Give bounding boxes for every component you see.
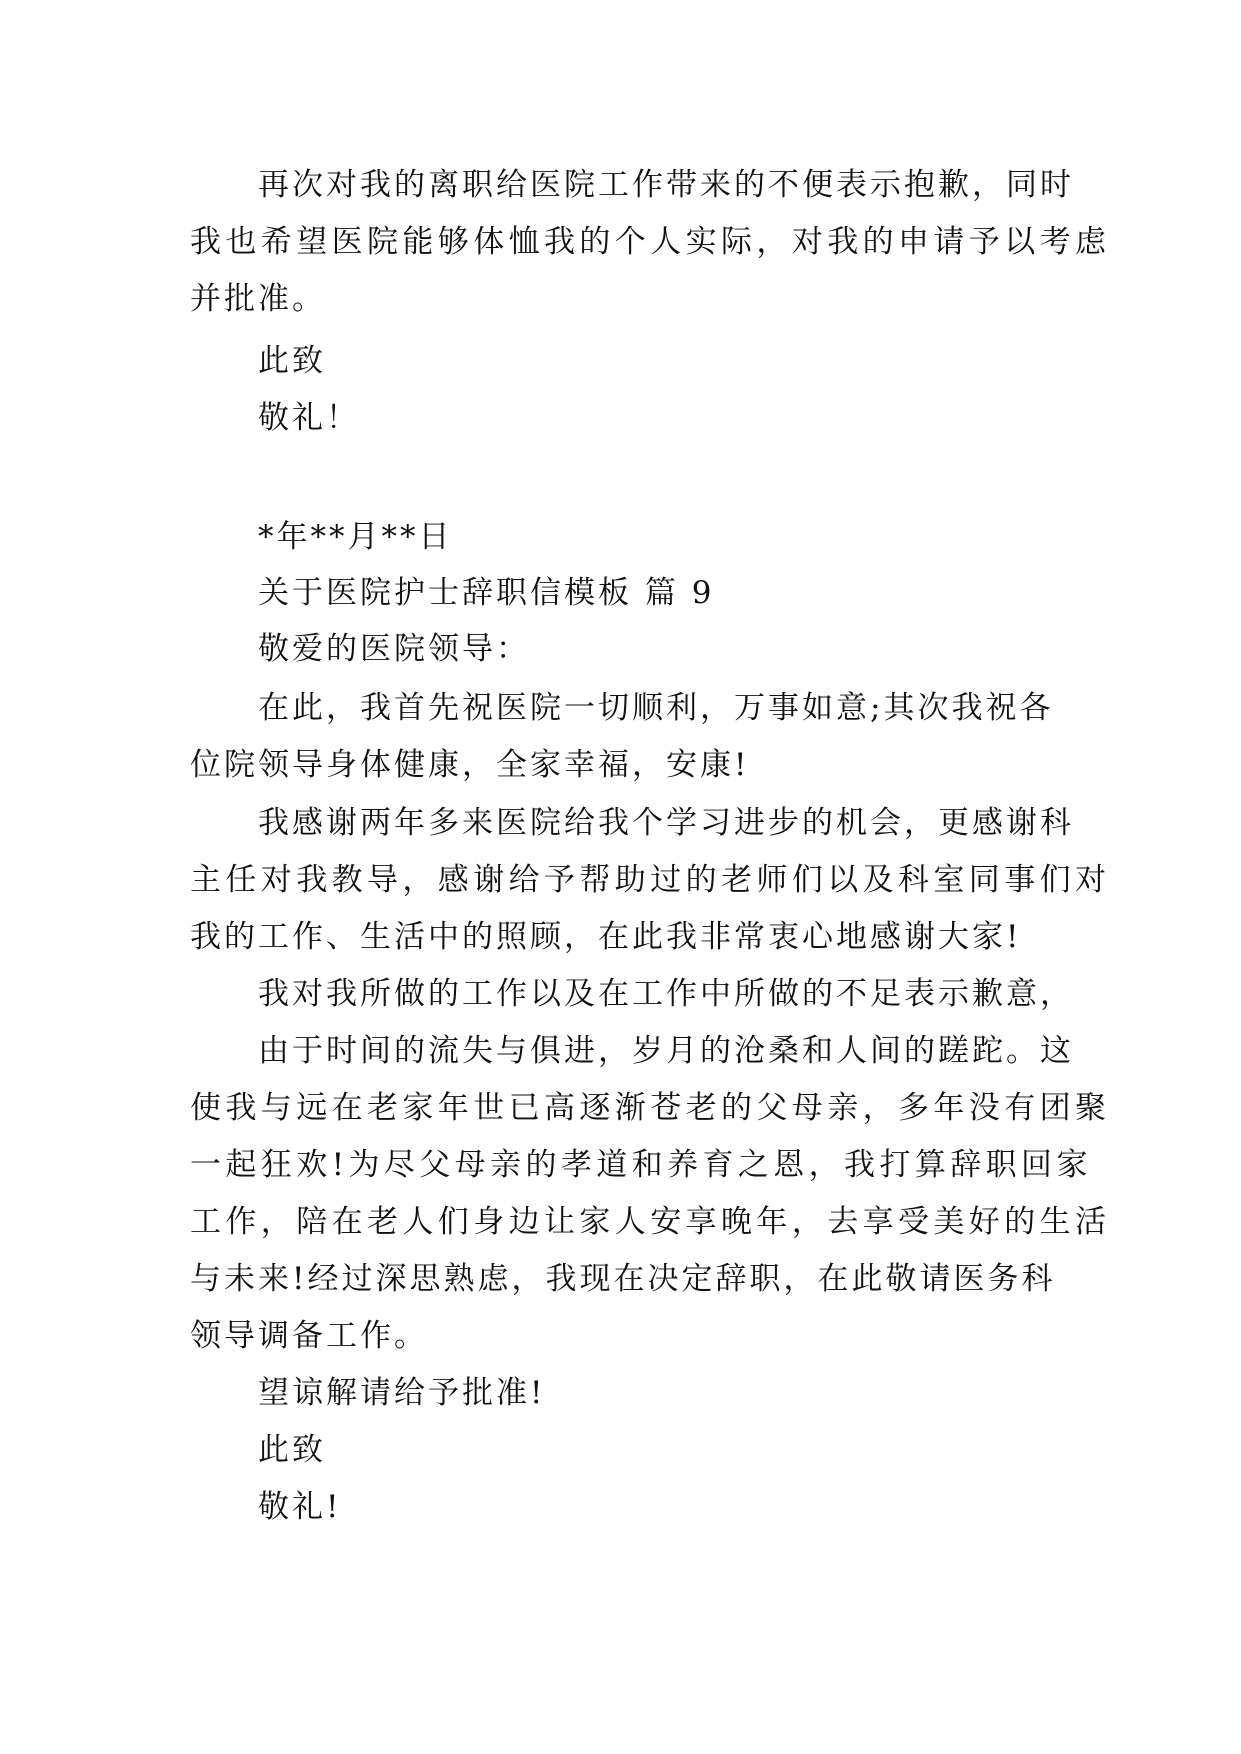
text-line: 并批准。 (190, 281, 326, 317)
text-line: 我也希望医院能够体恤我的个人实际，对我的申请予以考虑 (190, 224, 1111, 260)
request-text: 望谅解请给予批准! (258, 1375, 546, 1411)
text-line: 一起狂欢!为尽父母亲的孝道和养育之恩，我打算辞职回家 (190, 1147, 1092, 1183)
date-text: *年**月**日 (258, 519, 453, 555)
text-line: 我感谢两年多来医院给我个学习进步的机会，更感谢科 (258, 805, 1074, 841)
text-line: 使我与远在老家年世已高逐渐苍老的父母亲，多年没有团聚 (190, 1090, 1111, 1126)
closing-text: 此致 (258, 1432, 326, 1468)
text-line: 在此，我首先祝医院一切顺利，万事如意;其次我祝各 (258, 690, 1054, 726)
greeting-text: 敬爱的医院领导： (258, 631, 530, 667)
text-line: 与未来!经过深思熟虑，我现在决定辞职，在此敬请医务科 (190, 1261, 1056, 1297)
text-line: 再次对我的离职给医院工作带来的不便表示抱歉，同时 (258, 167, 1074, 203)
closing-text: 此致 (258, 343, 326, 379)
text-line: 我的工作、生活中的照顾，在此我非常衷心地感谢大家! (190, 919, 1022, 955)
text-line: 位院领导身体健康，全家幸福，安康! (190, 747, 750, 783)
salutation-text: 敬礼！ (258, 400, 360, 436)
text-line: 工作，陪在老人们身边让家人安享晚年，去享受美好的生活 (190, 1204, 1111, 1240)
text-line: 领导调备工作。 (190, 1318, 428, 1354)
text-line: 主任对我教导，感谢给予帮助过的老师们以及科室同事们对 (190, 862, 1111, 898)
text-line: 我对我所做的工作以及在工作中所做的不足表示歉意， (258, 976, 1074, 1012)
section-title: 关于医院护士辞职信模板 篇 9 (258, 575, 715, 611)
text-line: 由于时间的流失与俱进，岁月的沧桑和人间的蹉跎。这 (258, 1033, 1074, 1069)
salutation-text: 敬礼! (258, 1489, 342, 1525)
